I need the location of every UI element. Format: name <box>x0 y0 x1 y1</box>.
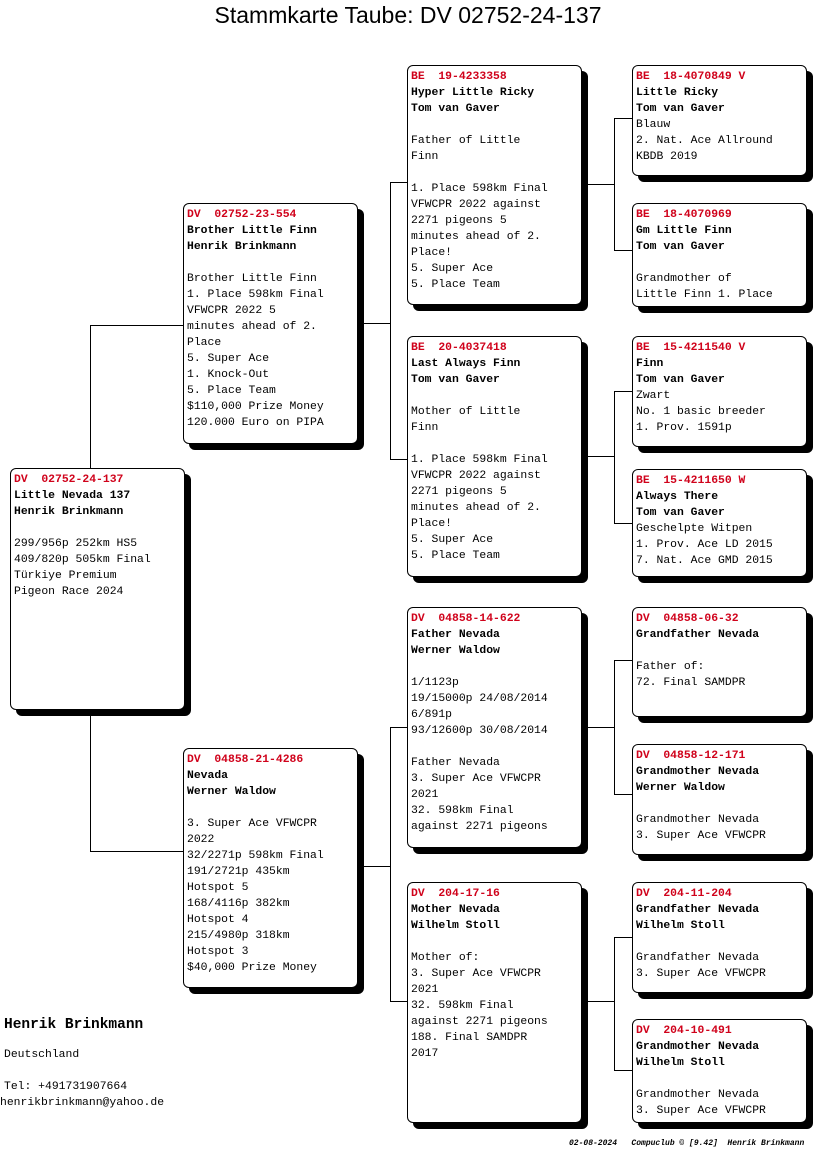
connector-line <box>90 325 184 326</box>
connector-line <box>614 1070 633 1071</box>
connector-line <box>390 182 391 460</box>
footer-credit: 02-08-2024 Compuclub © [9.42] Henrik Brinkmann <box>569 1139 805 1148</box>
connector-line <box>614 937 615 1071</box>
pigeon-notes: Grandmother Nevada 3. Super Ace VFWCPR <box>636 814 766 842</box>
pigeon-notes: 299/956p 252km HS5 409/820p 505km Final Türkiye Premium Pigeon Race 2024 <box>14 538 151 598</box>
ring-number: BE 19-4233358 <box>411 71 507 83</box>
pigeon-name: Nevada <box>187 770 229 782</box>
pigeon-owner: Tom van Gaver <box>636 103 725 115</box>
pigeon-name: Last Always Finn <box>411 358 521 370</box>
ring-number: DV 04858-21-4286 <box>187 754 304 766</box>
pigeon-owner: Wilhelm Stoll <box>411 920 500 932</box>
page-title: Stammkarte Taube: DV 02752-24-137 <box>214 2 602 28</box>
ring-number: DV 204-10-491 <box>636 1025 732 1037</box>
pigeon-notes: Zwart No. 1 basic breeder 1. Prov. 1591p <box>636 390 766 434</box>
breeder-email: henrikbrinkmann@yahoo.de <box>0 1097 165 1109</box>
pigeon-card-sire-dam-sire[interactable] <box>632 336 807 447</box>
connector-line <box>581 1001 615 1002</box>
pigeon-name: Grandmother Nevada <box>636 766 760 778</box>
ring-number: DV 204-11-204 <box>636 888 732 900</box>
pigeon-card-dam-sire[interactable] <box>407 607 582 848</box>
pigeon-owner: Henrik Brinkmann <box>187 241 297 253</box>
connector-line <box>390 182 408 183</box>
pigeon-card-dam-dam-sire[interactable] <box>632 882 807 993</box>
connector-line <box>614 660 615 795</box>
connector-line <box>614 391 615 524</box>
pigeon-owner: Werner Waldow <box>411 645 500 657</box>
pigeon-notes: Father of Little Finn 1. Place 598km Final VFWCPR 2022 against 2271 pigeons 5 minutes ahead of 2. Place! 5. Super Ace 5. Place Team <box>411 135 548 291</box>
breeder-name: Henrik Brinkmann <box>4 1017 144 1033</box>
pigeon-card-dam-dam[interactable] <box>407 882 582 1123</box>
pigeon-notes: Brother Little Finn 1. Place 598km Final VFWCPR 2022 5 minutes ahead of 2. Place 5. Super Ace 1. Knock-Out 5. Place Team $110,000 Prize Money 120.000 Euro on PIPA <box>187 273 324 429</box>
connector-line <box>614 794 633 795</box>
ring-number: BE 18-4070969 <box>636 209 732 221</box>
pigeon-name: Grandfather Nevada <box>636 629 760 641</box>
pigeon-owner: Werner Waldow <box>187 786 276 798</box>
pigeon-owner: Wilhelm Stoll <box>636 1057 725 1069</box>
pigeon-card-sire-sire-dam[interactable] <box>632 203 807 307</box>
pigeon-notes: Mother of: 3. Super Ace VFWCPR 2021 32. 598km Final against 2271 pigeons 188. Final SAMDPR 2017 <box>411 952 548 1060</box>
pigeon-owner: Tom van Gaver <box>636 241 725 253</box>
ring-number: DV 02752-24-137 <box>14 474 124 486</box>
ring-number: BE 15-4211540 V <box>636 342 746 354</box>
pigeon-name: Mother Nevada <box>411 904 500 916</box>
breeder-country: Deutschland <box>4 1049 80 1061</box>
pigeon-card-sire-dam-dam[interactable] <box>632 469 807 577</box>
pigeon-name: Little Ricky <box>636 87 719 99</box>
pigeon-card-dam-sire-sire[interactable] <box>632 607 807 717</box>
pigeon-name: Little Nevada 137 <box>14 490 131 502</box>
pigeon-name: Brother Little Finn <box>187 225 317 237</box>
pigeon-name: Grandmother Nevada <box>636 1041 760 1053</box>
pigeon-owner: Tom van Gaver <box>411 103 500 115</box>
pigeon-card-dam-dam-dam[interactable] <box>632 1019 807 1123</box>
pigeon-owner: Tom van Gaver <box>636 374 725 386</box>
pigeon-notes: Father of: 72. Final SAMDPR <box>636 661 746 689</box>
connector-line <box>390 727 391 1002</box>
pigeon-owner: Werner Waldow <box>636 782 725 794</box>
connector-line <box>90 325 91 468</box>
ring-number: BE 18-4070849 V <box>636 71 746 83</box>
pigeon-owner: Henrik Brinkmann <box>14 506 124 518</box>
pigeon-notes: Geschelpte Witpen 1. Prov. Ace LD 2015 7. Nat. Ace GMD 2015 <box>636 523 773 567</box>
pigeon-card-sire-dam[interactable] <box>407 336 582 577</box>
pigeon-notes: Grandfather Nevada 3. Super Ace VFWCPR <box>636 952 766 980</box>
connector-line <box>90 710 91 852</box>
connector-line <box>614 250 633 251</box>
connector-line <box>614 523 633 524</box>
pigeon-card-subject[interactable] <box>10 468 185 710</box>
connector-line <box>581 727 615 728</box>
connector-line <box>390 727 408 728</box>
ring-number: DV 02752-23-554 <box>187 209 297 221</box>
pigeon-notes: Grandmother Nevada 3. Super Ace VFWCPR <box>636 1089 766 1117</box>
ring-number: DV 04858-12-171 <box>636 750 746 762</box>
pigeon-notes: Grandmother of Little Finn 1. Place <box>636 273 773 301</box>
pigeon-card-sire-sire-sire[interactable] <box>632 65 807 176</box>
pigeon-name: Finn <box>636 358 664 370</box>
pigeon-owner: Wilhelm Stoll <box>636 920 725 932</box>
ring-number: DV 04858-06-32 <box>636 613 739 625</box>
pigeon-notes: Blauw 2. Nat. Ace Allround KBDB 2019 <box>636 119 773 163</box>
connector-line <box>357 866 391 867</box>
pigeon-owner: Tom van Gaver <box>411 374 500 386</box>
pigeon-name: Father Nevada <box>411 629 500 641</box>
connector-line <box>357 323 391 324</box>
pigeon-name: Gm Little Finn <box>636 225 732 237</box>
ring-number: BE 20-4037418 <box>411 342 507 354</box>
ring-number: DV 04858-14-622 <box>411 613 521 625</box>
pigeon-name: Always There <box>636 491 719 503</box>
pigeon-notes: 1/1123p 19/15000p 24/08/2014 6/891p 93/12600p 30/08/2014 Father Nevada 3. Super Ace VFWCPR 2021 32. 598km Final against 2271 pigeons <box>411 677 548 833</box>
pigeon-card-sire[interactable] <box>183 203 358 444</box>
pigeon-card-sire-sire[interactable] <box>407 65 582 305</box>
pigeon-notes: 3. Super Ace VFWCPR 2022 32/2271p 598km Final 191/2721p 435km Hotspot 5 168/4116p 382km Hotspot 4 215/4980p 318km Hotspot 3 $40,000 Prize Money <box>187 818 324 974</box>
pigeon-card-dam-sire-dam[interactable] <box>632 744 807 855</box>
connector-line <box>614 937 633 938</box>
breeder-phone: Tel: +491731907664 <box>4 1081 128 1093</box>
connector-line <box>614 118 615 251</box>
breeder-info <box>0 1017 165 1111</box>
connector-line <box>581 456 615 457</box>
pigeon-notes: Mother of Little Finn 1. Place 598km Final VFWCPR 2022 against 2271 pigeons 5 minutes ahead of 2. Place! 5. Super Ace 5. Place Team <box>411 406 548 562</box>
pigeon-name: Grandfather Nevada <box>636 904 760 916</box>
ring-number: BE 15-4211650 W <box>636 475 746 487</box>
connector-line <box>90 851 184 852</box>
pigeon-name: Hyper Little Ricky <box>411 87 535 99</box>
connector-line <box>390 1001 408 1002</box>
connector-line <box>581 184 615 185</box>
pigeon-card-dam[interactable] <box>183 748 358 988</box>
connector-line <box>390 459 408 460</box>
connector-line <box>614 660 633 661</box>
connector-line <box>614 118 633 119</box>
connector-line <box>614 391 633 392</box>
ring-number: DV 204-17-16 <box>411 888 500 900</box>
pigeon-owner: Tom van Gaver <box>636 507 725 519</box>
